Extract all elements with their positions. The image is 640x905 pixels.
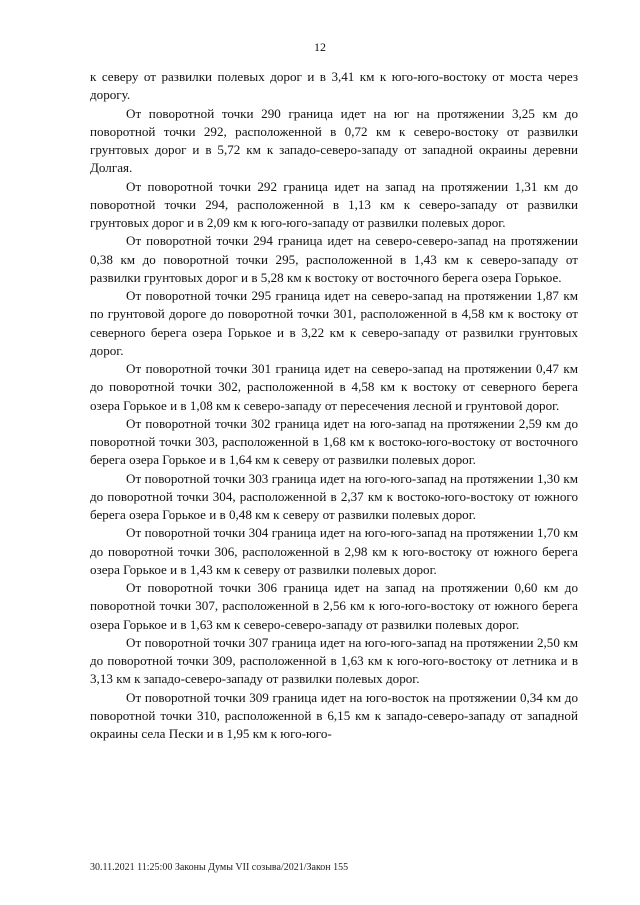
page-number: 12 xyxy=(314,40,326,54)
paragraph: к северу от развилки полевых дорог и в 3,41 км к юго-юго-востоку от моста через дорогу. xyxy=(90,69,578,103)
paragraph: От поворотной точки 309 граница идет на юго-восток на протяжении 0,34 км до поворотной точки 310, расположенной в 6,15 км к западо-северо-западу от западной окраины села Пески и в 1,95 км к юго-юго- xyxy=(90,689,578,741)
paragraph: От поворотной точки 295 граница идет на северо-запад на протяжении 1,87 км по грунтовой дороге до поворотной точки 301, расположенной в 4,58 км к востоку от северного берега озера Горькое и в 3,22 км к северо-западу от развилки грунтовых дорог. xyxy=(90,288,578,358)
document-body xyxy=(90,68,578,743)
paragraph: От поворотной точки 307 граница идет на юго-юго-запад на протяжении 2,50 км до поворотной точки 309, расположенной в 1,63 км к юго-юго-востоку от летника и в 3,13 км к западо-северо-западу от развилки полевых дорог. xyxy=(90,634,578,687)
paragraph: От поворотной точки 301 граница идет на северо-запад на протяжении 0,47 км до поворотной точки 302, расположенной в 4,58 км к востоку от северного берега озера Горькое и в 1,08 км к северо-западу от пересечения лесной и грунтовой дорог. xyxy=(90,361,578,413)
paragraph: От поворотной точки 294 граница идет на северо-северо-запад на протяжении 0,38 км до поворотной точки 295, расположенной в 1,43 км к северо-западу от развилки грунтовых дорог и в 5,28 км к востоку от восточного берега озера Горькое. xyxy=(90,233,578,285)
paragraph: От поворотной точки 304 граница идет на юго-юго-запад на протяжении 1,70 км до поворотной точки 306, расположенной в 2,98 км к юго-востоку от южного берега озера Горькое и в 1,43 км к северу от развилки полевых дорог. xyxy=(90,525,578,577)
paragraph: От поворотной точки 302 граница идет на юго-запад на протяжении 2,59 км до поворотной точки 303, расположенной в 1,68 км к востоко-юго-востоку от восточного берега озера Горькое и в 1,64 км к северу от развилки полевых дорог. xyxy=(90,415,578,468)
paragraph: От поворотной точки 290 граница идет на юг на протяжении 3,25 км до поворотной точки 292, расположенной в 0,72 км к северо-востоку от развилки грунтовых дорог и в 5,72 км к западо-северо-западу от западной окраины деревни Долгая. xyxy=(90,105,578,176)
paragraph: От поворотной точки 303 граница идет на юго-юго-запад на протяжении 1,30 км до поворотной точки 304, расположенной в 2,37 км к востоко-юго-востоку от южного берега озера Горькое и в 0,48 км к северу от развилки полевых дорог. xyxy=(90,470,578,522)
document-footer: 30.11.2021 11:25:00 Законы Думы VII созыва/2021/Закон 155 xyxy=(90,862,349,873)
paragraph: От поворотной точки 306 граница идет на запад на протяжении 0,60 км до поворотной точки 307, расположенной в 2,56 км к юго-юго-востоку от южного берега озера Горькое и в 1,63 км к северо-северо-западу от развилки полевых дорог. xyxy=(90,580,578,632)
paragraph: От поворотной точки 292 граница идет на запад на протяжении 1,31 км до поворотной точки 294, расположенной в 1,13 км к северо-западу от развилки грунтовых дорог и в 2,09 км к юго-юго-западу от развилки полевых дорог. xyxy=(90,178,578,230)
